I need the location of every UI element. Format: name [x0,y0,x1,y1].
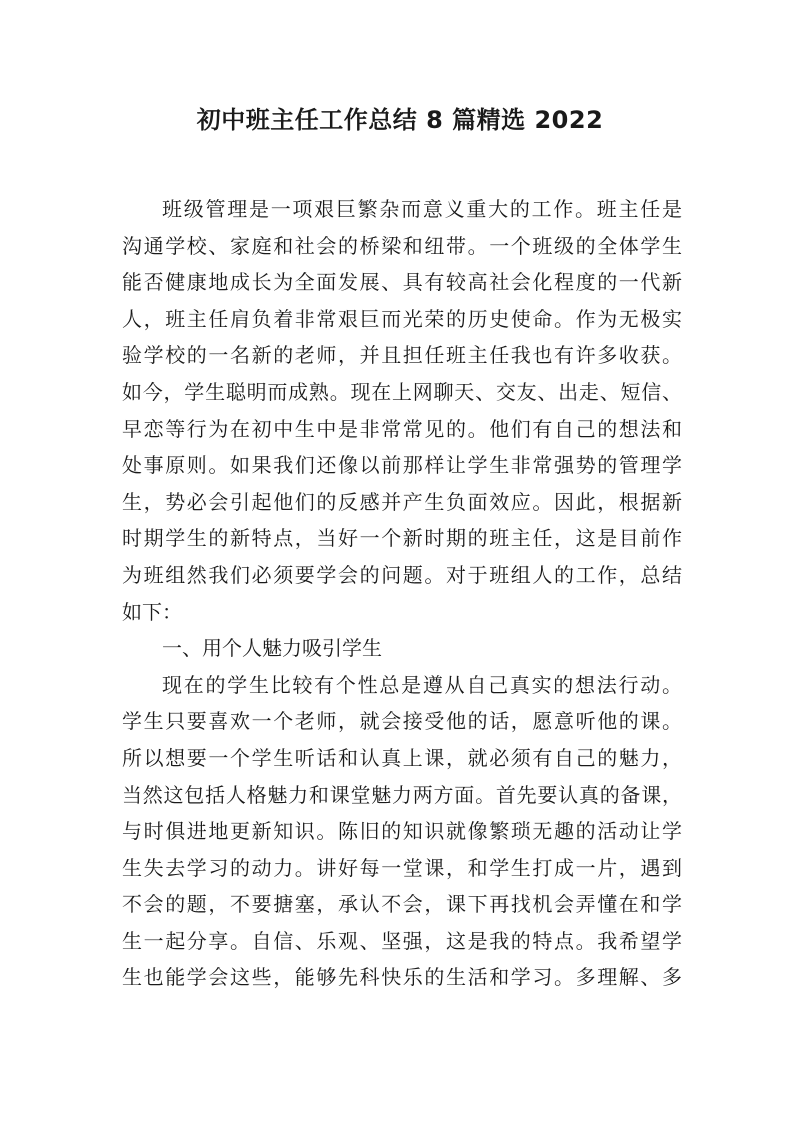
text-line: 早恋等行为在初中生中是非常常见的。他们有自己的想法和 [122,416,682,441]
text-line: 能否健康地成长为全面发展、具有较高社会化程度的一代新 [122,270,682,295]
text-line: 班级管理是一项艰巨繁杂而意义重大的工作。班主任是 [162,197,682,221]
text-line: 所以想要一个学生听话和认真上课，就必须有自己的魅力， [122,745,682,770]
text-line: 如下： [122,599,182,624]
text-line: 当然这包括人格魅力和课堂魅力两方面。首先要认真的备课， [122,782,682,807]
text-line: 生失去学习的动力。讲好每一堂课，和学生打成一片，遇到 [122,855,682,880]
text-line: 沟通学校、家庭和社会的桥梁和纽带。一个班级的全体学生 [122,233,682,258]
text-line: 人，班主任肩负着非常艰巨而光荣的历史使命。作为无极实 [122,306,682,331]
text-line: 生，势必会引起他们的反感并产生负面效应。因此，根据新 [122,489,682,514]
text-line: 为班组然我们必须要学会的问题。对于班组人的工作，总结 [122,562,682,587]
text-line: 生也能学会这些，能够先科快乐的生活和学习。多理解、多 [122,965,682,990]
text-line: 如今，学生聪明而成熟。现在上网聊天、交友、出走、短信、 [122,379,682,404]
document-body [122,191,682,996]
text-line: 验学校的一名新的老师，并且担任班主任我也有许多收获。 [122,343,682,368]
section-heading: 一、用个人魅力吸引学生 [162,636,382,661]
text-line: 学生只要喜欢一个老师，就会接受他的话，愿意听他的课。 [122,709,682,734]
text-line: 不会的题，不要搪塞，承认不会，课下再找机会弄懂在和学 [122,892,682,917]
text-line: 时期学生的新特点，当好一个新时期的班主任，这是目前作 [122,526,682,551]
text-line: 生一起分享。自信、乐观、坚强，这是我的特点。我希望学 [122,928,682,953]
text-line: 与时俱进地更新知识。陈旧的知识就像繁琐无趣的活动让学 [122,819,682,844]
text-line: 现在的学生比较有个性总是遵从自己真实的想法行动。 [162,672,682,697]
document-title: 初中班主任工作总结 8 篇精选 2022 [196,106,604,134]
text-line: 处事原则。如果我们还像以前那样让学生非常强势的管理学 [122,453,682,478]
